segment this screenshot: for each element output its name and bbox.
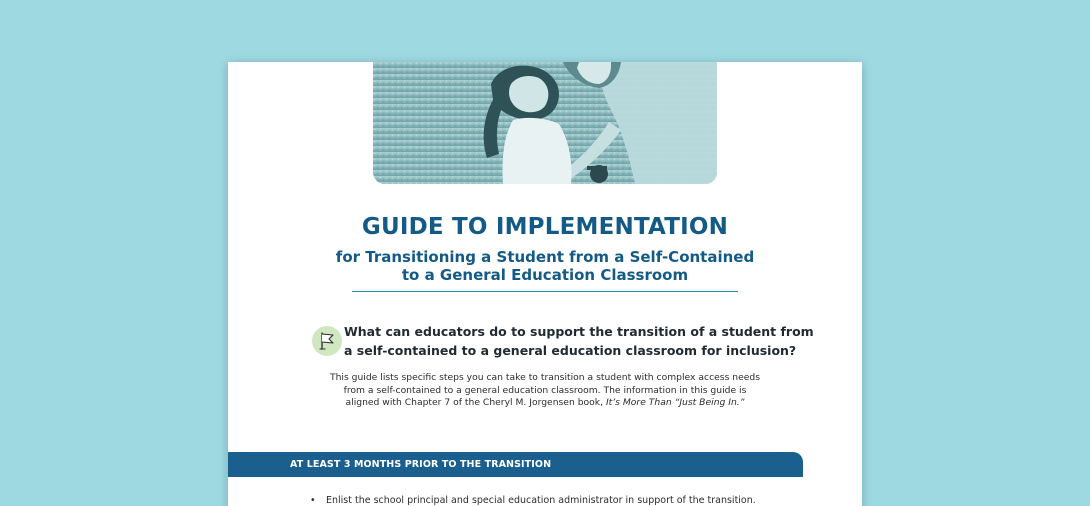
intro-line-text: aligned with Chapter 7 of the Cheryl M. Jorgensen book,	[345, 397, 606, 408]
intro-line: from a self-contained to a general education classroom. The information in this guide is	[343, 384, 747, 396]
list-item	[310, 495, 756, 506]
book-title: It’s More Than “Just Being In.”	[605, 397, 745, 408]
subtitle-line: for Transitioning a Student from a Self-Contained	[335, 248, 755, 266]
document-subtitle	[228, 248, 862, 284]
cover-photo	[373, 62, 717, 184]
list-item-text: Enlist the school principal and special education administrator in support of the transition.	[326, 495, 756, 506]
intro-line	[308, 397, 782, 410]
subtitle-line: to a General Education Classroom	[401, 266, 689, 284]
flag-icon	[312, 326, 342, 356]
document-title: GUIDE TO IMPLEMENTATION	[361, 214, 729, 240]
title-divider	[352, 291, 738, 292]
question-line: a self-contained to a general education classroom for inclusion?	[344, 343, 797, 358]
intro-paragraph	[308, 372, 782, 410]
section-heading: AT LEAST 3 MONTHS PRIOR TO THE TRANSITION	[290, 459, 552, 470]
bullet-icon: •	[310, 495, 316, 506]
guiding-question	[344, 322, 814, 360]
section-header-band	[228, 452, 803, 477]
intro-line: This guide lists specific steps you can take to transition a student with complex access needs	[329, 372, 761, 383]
document-page	[228, 62, 862, 506]
question-line: What can educators do to support the transition of a student from	[344, 324, 814, 339]
